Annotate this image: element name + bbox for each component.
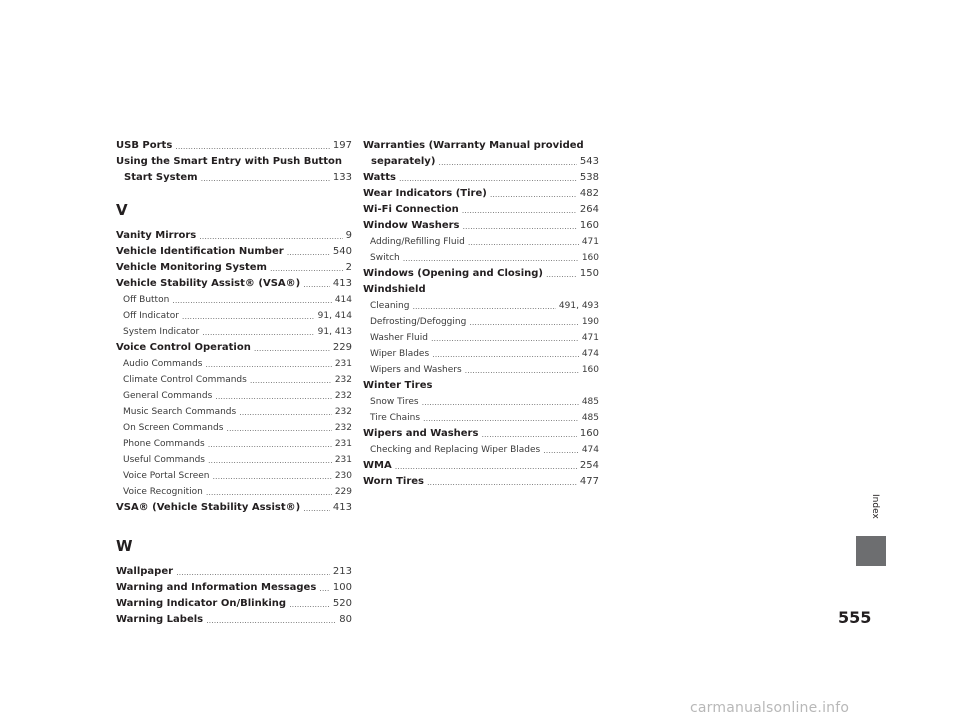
entry-title: Wipers and Washers bbox=[363, 428, 479, 439]
subentry-title: Voice Portal Screen bbox=[123, 471, 210, 481]
subentry-page: 232 bbox=[334, 391, 352, 401]
entry-title: Vehicle Monitoring System bbox=[116, 262, 267, 273]
entry-title: Watts bbox=[363, 172, 396, 183]
index-entry bbox=[363, 218, 599, 234]
subentry-title: Off Button bbox=[123, 295, 170, 305]
subentry-page: 160 bbox=[581, 365, 599, 375]
index-subentry bbox=[116, 356, 352, 372]
index-subentry bbox=[363, 410, 599, 426]
index-entry bbox=[363, 170, 599, 186]
index-entry bbox=[116, 228, 352, 244]
index-subentry bbox=[116, 436, 352, 452]
entry-page: 9 bbox=[345, 230, 352, 241]
subentry-title: Tire Chains bbox=[370, 413, 421, 423]
index-side-tab bbox=[856, 486, 890, 566]
index-subentry bbox=[116, 372, 352, 388]
entry-page: 213 bbox=[332, 566, 352, 577]
subentry-title: Switch bbox=[370, 253, 400, 263]
subentry-title: Defrosting/Defogging bbox=[370, 317, 467, 327]
entry-page: 413 bbox=[332, 502, 352, 513]
index-subentry bbox=[363, 250, 599, 266]
entry-title: Warning Indicator On/Blinking bbox=[116, 598, 287, 609]
entry-title: Voice Control Operation bbox=[116, 342, 251, 353]
index-subentry bbox=[116, 292, 352, 308]
entry-page: 160 bbox=[579, 220, 599, 231]
side-tab-label: Index bbox=[870, 494, 880, 519]
index-entry bbox=[116, 500, 352, 516]
page-number: 555 bbox=[838, 608, 872, 627]
entry-page: 80 bbox=[339, 614, 352, 625]
subentry-title: Cleaning bbox=[370, 301, 410, 311]
subentry-title: Phone Commands bbox=[123, 439, 205, 449]
index-entry bbox=[363, 266, 599, 282]
entry-title: Vanity Mirrors bbox=[116, 230, 197, 241]
watermark: carmanualsonline.info bbox=[690, 700, 850, 716]
index-entry bbox=[116, 564, 352, 580]
entry-page: 254 bbox=[579, 460, 599, 471]
index-subentry bbox=[116, 308, 352, 324]
index-subentry bbox=[363, 314, 599, 330]
index-subentry bbox=[116, 420, 352, 436]
subentry-title: Washer Fluid bbox=[370, 333, 428, 343]
entry-title: Wallpaper bbox=[116, 566, 174, 577]
index-entry bbox=[116, 244, 352, 260]
index-subentry bbox=[363, 442, 599, 458]
entry-title: Windows (Opening and Closing) bbox=[363, 268, 543, 279]
index-entry bbox=[116, 138, 352, 154]
index-subentry bbox=[363, 346, 599, 362]
entry-page: 413 bbox=[332, 278, 352, 289]
entry-title: Wear Indicators (Tire) bbox=[363, 188, 487, 199]
index-subentry bbox=[116, 324, 352, 340]
entry-page: 229 bbox=[332, 342, 352, 353]
entry-page: 540 bbox=[332, 246, 352, 257]
subentry-title: Useful Commands bbox=[123, 455, 205, 465]
entry-page: 197 bbox=[332, 140, 352, 151]
section-letter-w: W bbox=[116, 537, 133, 555]
index-subentry bbox=[363, 362, 599, 378]
index-entry-heading bbox=[363, 378, 599, 394]
subentry-page: 474 bbox=[581, 349, 599, 359]
subentry-page: 232 bbox=[334, 407, 352, 417]
index-subentry bbox=[363, 234, 599, 250]
subentry-page: 485 bbox=[581, 397, 599, 407]
subentry-page: 190 bbox=[581, 317, 599, 327]
subentry-page: 91, 414 bbox=[317, 311, 352, 321]
subentry-page: 160 bbox=[581, 253, 599, 263]
entry-title: VSA® (Vehicle Stability Assist®) bbox=[116, 502, 301, 513]
entry-page: 543 bbox=[579, 156, 599, 167]
entry-title: Wi-Fi Connection bbox=[363, 204, 459, 215]
index-entry bbox=[116, 580, 352, 596]
entry-title: Vehicle Stability Assist® (VSA®) bbox=[116, 278, 301, 289]
index-entry bbox=[363, 458, 599, 474]
subentry-title: Checking and Replacing Wiper Blades bbox=[370, 445, 541, 455]
side-tab-marker bbox=[856, 536, 886, 566]
index-entry-continuation bbox=[116, 170, 352, 186]
index-subentry bbox=[116, 404, 352, 420]
index-subentry bbox=[116, 388, 352, 404]
subentry-page: 491, 493 bbox=[558, 301, 599, 311]
subentry-page: 232 bbox=[334, 375, 352, 385]
subentry-page: 414 bbox=[334, 295, 352, 305]
index-subentry bbox=[363, 330, 599, 346]
entry-title-continued: Start System bbox=[124, 172, 198, 183]
index-entry bbox=[363, 186, 599, 202]
index-entry-heading bbox=[363, 282, 599, 298]
entry-title: Windshield bbox=[363, 284, 426, 295]
entry-title: Worn Tires bbox=[363, 476, 424, 487]
entry-page: 538 bbox=[579, 172, 599, 183]
entry-page: 100 bbox=[332, 582, 352, 593]
section-letter-v: V bbox=[116, 201, 128, 219]
subentry-title: Music Search Commands bbox=[123, 407, 237, 417]
subentry-page: 231 bbox=[334, 359, 352, 369]
subentry-page: 485 bbox=[581, 413, 599, 423]
index-subentry bbox=[116, 452, 352, 468]
subentry-page: 471 bbox=[581, 333, 599, 343]
index-entry bbox=[363, 474, 599, 490]
index-entry bbox=[116, 612, 352, 628]
subentry-title: Snow Tires bbox=[370, 397, 419, 407]
entry-title: Vehicle Identification Number bbox=[116, 246, 284, 257]
index-entry bbox=[116, 276, 352, 292]
subentry-page: 474 bbox=[581, 445, 599, 455]
entry-title: Warning Labels bbox=[116, 614, 204, 625]
index-subentry bbox=[363, 298, 599, 314]
index-subentry bbox=[116, 468, 352, 484]
entry-title: USB Ports bbox=[116, 140, 173, 151]
index-entry bbox=[116, 596, 352, 612]
entry-title: Warranties (Warranty Manual provided bbox=[363, 140, 584, 151]
entry-title-continued: separately) bbox=[371, 156, 436, 167]
subentry-title: Adding/Refilling Fluid bbox=[370, 237, 465, 247]
subentry-title: General Commands bbox=[123, 391, 213, 401]
entry-title: Winter Tires bbox=[363, 380, 433, 391]
subentry-title: Voice Recognition bbox=[123, 487, 203, 497]
index-subentry bbox=[116, 484, 352, 500]
index-column-right bbox=[363, 138, 599, 490]
entry-title: Warning and Information Messages bbox=[116, 582, 317, 593]
index-entry-wrapped bbox=[363, 138, 599, 154]
subentry-page: 231 bbox=[334, 455, 352, 465]
entry-page: 2 bbox=[345, 262, 352, 273]
index-entry-continuation bbox=[363, 154, 599, 170]
entry-page: 150 bbox=[579, 268, 599, 279]
index-entry bbox=[363, 202, 599, 218]
entry-page: 482 bbox=[579, 188, 599, 199]
subentry-title: Audio Commands bbox=[123, 359, 203, 369]
entry-title: Window Washers bbox=[363, 220, 460, 231]
subentry-page: 91, 413 bbox=[317, 327, 352, 337]
index-entry-wrapped bbox=[116, 154, 352, 170]
entry-page: 133 bbox=[332, 172, 352, 183]
entry-page: 520 bbox=[332, 598, 352, 609]
index-entry bbox=[116, 260, 352, 276]
index-column-left bbox=[116, 138, 352, 628]
entry-page: 160 bbox=[579, 428, 599, 439]
subentry-title: Climate Control Commands bbox=[123, 375, 247, 385]
subentry-title: Wiper Blades bbox=[370, 349, 430, 359]
subentry-title: Wipers and Washers bbox=[370, 365, 462, 375]
subentry-title: On Screen Commands bbox=[123, 423, 224, 433]
subentry-page: 471 bbox=[581, 237, 599, 247]
subentry-title: Off Indicator bbox=[123, 311, 179, 321]
subentry-title: System Indicator bbox=[123, 327, 200, 337]
subentry-page: 231 bbox=[334, 439, 352, 449]
index-entry bbox=[363, 426, 599, 442]
subentry-page: 229 bbox=[334, 487, 352, 497]
subentry-page: 232 bbox=[334, 423, 352, 433]
index-entry bbox=[116, 340, 352, 356]
entry-title: Using the Smart Entry with Push Button bbox=[116, 156, 342, 167]
entry-title: WMA bbox=[363, 460, 392, 471]
index-subentry bbox=[363, 394, 599, 410]
entry-page: 264 bbox=[579, 204, 599, 215]
subentry-page: 230 bbox=[334, 471, 352, 481]
entry-page: 477 bbox=[579, 476, 599, 487]
